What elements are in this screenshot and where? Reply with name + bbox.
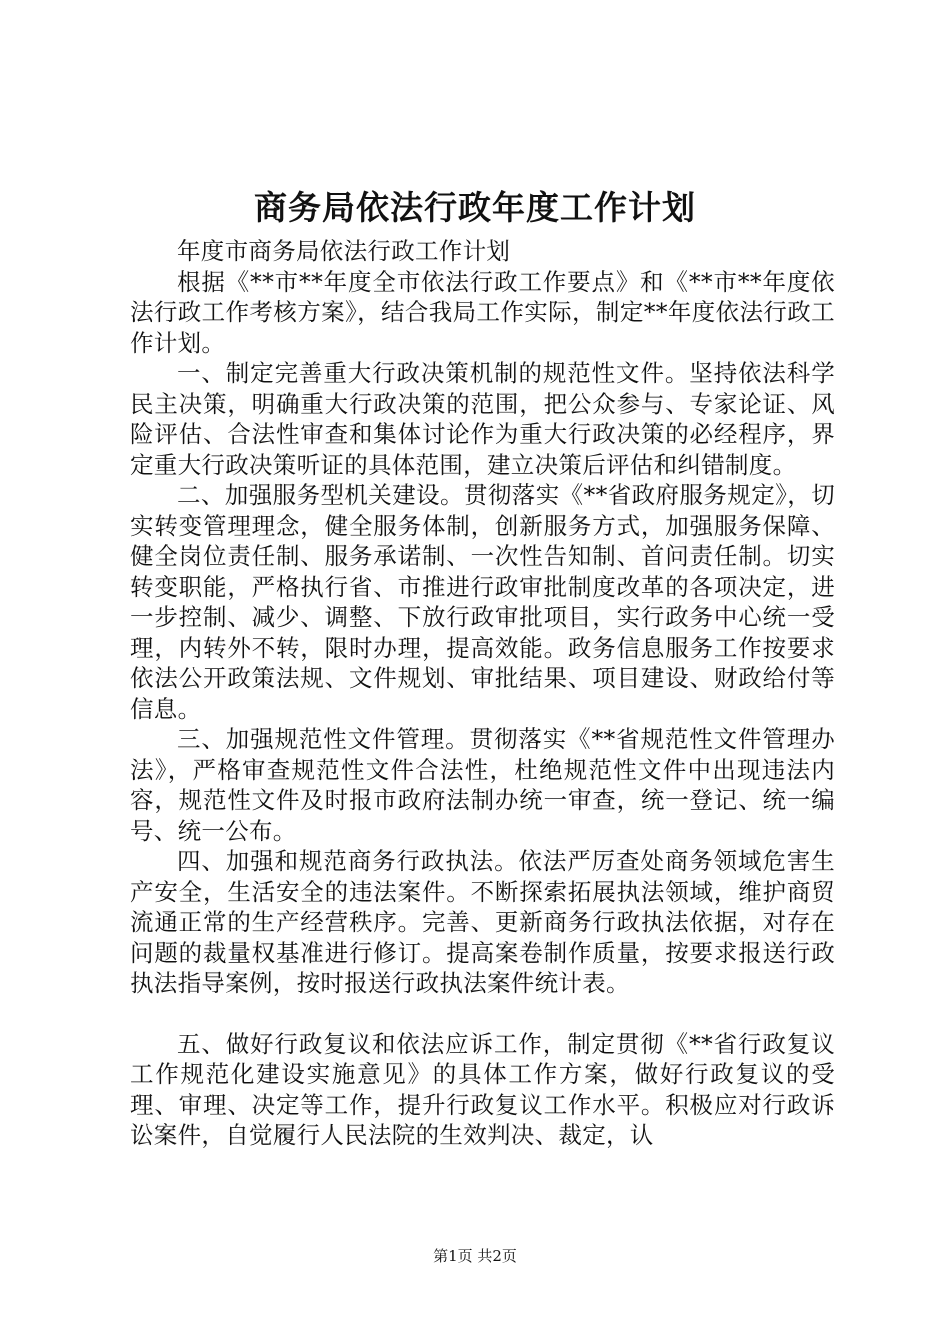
paragraph-section-2: 二、加强服务型机关建设。贯彻落实《**省政府服务规定》，切实转变管理理念，健全服务体制，创新服务方式，加强服务保障、健全岗位责任制、服务承诺制、一次性告知制、首问责任制。切实转变职能，严格执行省、市推进行政审批制度改革的各项决定，进一步控制、减少、调整、下放行政审批项目，实行政务中心统一受理，内转外不转，限时办理，提高效能。政务信息服务工作按要求依法公开政策法规、文件规划、审批结果、项目建设、财政给付等信息。 [130, 481, 835, 723]
paragraph-intro: 根据《**市**年度全市依法行政工作要点》和《**市**年度依法行政工作考核方案》，结合我局工作实际，制定**年度依法行政工作计划。 [130, 267, 835, 357]
document-title: 商务局依法行政年度工作计划 [254, 188, 696, 227]
paragraph-section-4: 四、加强和规范商务行政执法。依法严厉查处商务领域危害生产安全，生活安全的违法案件。不断探索拓展执法领域，维护商贸流通正常的生产经营秩序。完善、更新商务行政执法依据，对存在问题的裁量权基准进行修订。提高案卷制作质量，按要求报送行政执法指导案例，按时报送行政执法案件统计表。 [130, 847, 835, 997]
paragraph-section-1: 一、制定完善重大行政决策机制的规范性文件。坚持依法科学民主决策，明确重大行政决策的范围，把公众参与、专家论证、风险评估、合法性审查和集体讨论作为重大行政决策的必经程序，界定重大行政决策听证的具体范围，建立决策后评估和纠错制度。 [130, 359, 835, 479]
document-body [130, 236, 835, 1151]
paragraph-subtitle: 年度市商务局依法行政工作计划 [177, 237, 511, 265]
page-number: 第1页 共2页 [433, 1247, 517, 1265]
paragraph-section-3: 三、加强规范性文件管理。贯彻落实《**省规范性文件管理办法》，严格审查规范性文件合法性，杜绝规范性文件中出现违法内容，规范性文件及时报市政府法制办统一审查，统一登记、统一编号、统一公布。 [130, 725, 835, 845]
paragraph-section-5: 五、做好行政复议和依法应诉工作，制定贯彻《**省行政复议工作规范化建设实施意见》的具体工作方案，做好行政复议的受理、审理、决定等工作，提升行政复议工作水平。积极应对行政诉讼案件，自觉履行人民法院的生效判决、裁定，认 [130, 1029, 835, 1149]
